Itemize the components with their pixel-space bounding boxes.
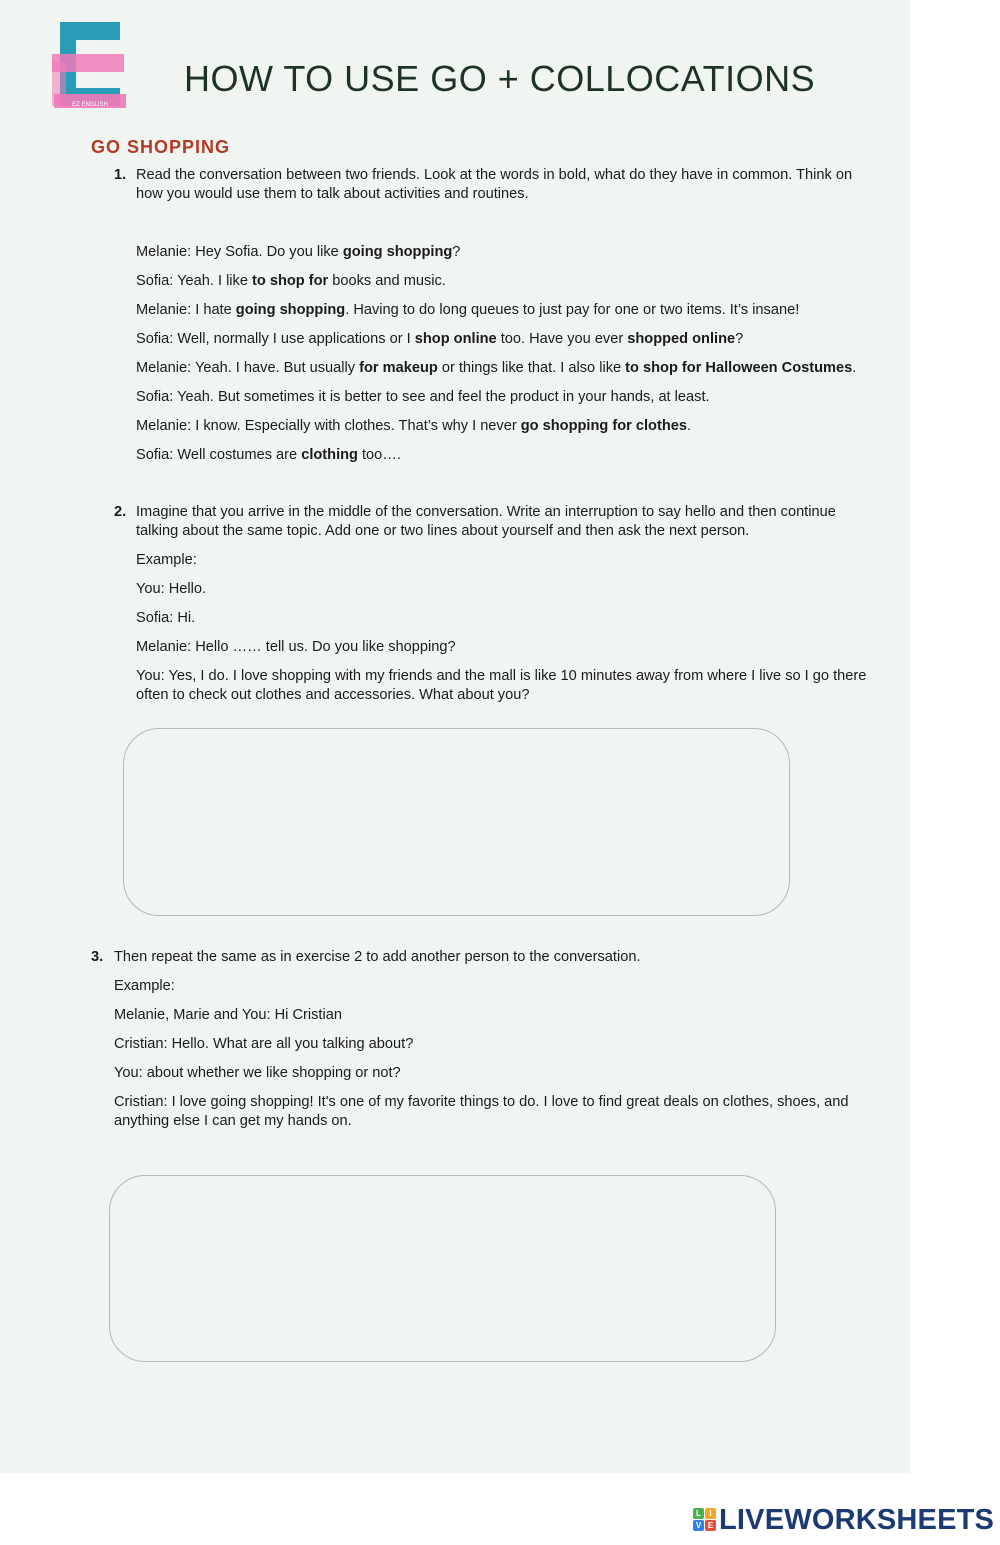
section-title: GO SHOPPING [91,137,231,157]
brand-cubes-icon [693,1508,717,1532]
exercise-2-instruction-line1: Imagine that you arrive in the middle of the conversation. Write an interruption to say hello and then continue [136,504,836,520]
example-label: Example: [114,978,175,994]
ez-english-logo [50,18,126,110]
logo-text: EZ ENGLISH [72,102,108,108]
liveworksheets-brand [693,1505,994,1535]
exercise-1-number: 1. [114,167,127,183]
example-line: Melanie: Hello …… tell us. Do you like shopping? [136,639,456,655]
exercise-2-number: 2. [114,504,127,520]
exercise-3-instruction: Then repeat the same as in exercise 2 to add another person to the conversation. [114,949,641,965]
exercise-1-instruction-line1: Read the conversation between two friends. Look at the words in bold, what do they have in common. Think on [136,167,853,183]
dialogue-line: Melanie: I hate going shopping. Having to do long queues to just pay for one or two items. It’s insane! [136,302,800,318]
dialogue-line: Sofia: Well costumes are clothing too…. [136,447,401,463]
brand-cube: I [705,1508,716,1519]
dialogue-line: Sofia: Well, normally I use applications or I shop online too. Have you ever shopped online? [136,331,744,347]
exercise-2-instruction-line2: talking about the same topic. Add one or two lines about yourself and then ask the next person. [136,523,750,539]
dialogue-line: Melanie: I know. Especially with clothes. That’s why I never go shopping for clothes. [136,418,692,434]
example-line: Cristian: I love going shopping! It's one of my favorite things to do. I love to find great deals on clothes, shoes, and [114,1094,849,1110]
example-line: Cristian: Hello. What are all you talking about? [114,1036,414,1052]
example-line: You: Yes, I do. I love shopping with my friends and the mall is like 10 minutes away from where I live so I go there [136,668,867,684]
example-line: You: Hello. [136,581,207,597]
example-line: often to check out clothes and accessories. What about you? [136,687,530,703]
page-title: HOW TO USE GO + COLLOCATIONS [184,58,816,99]
example-line: Sofia: Hi. [136,610,196,626]
example-line: anything else I can get my hands on. [114,1113,352,1129]
exercise-1-instruction-line2: how you would use them to talk about activities and routines. [136,186,529,202]
example-label: Example: [136,552,197,568]
dialogue-line: Sofia: Yeah. I like to shop for books and music. [136,273,446,289]
dialogue-line: Melanie: Yeah. I have. But usually for makeup or things like that. I also like to shop for Halloween Costumes. [136,360,857,376]
brand-cube: L [693,1508,704,1519]
dialogue-line: Sofia: Yeah. But sometimes it is better to see and feel the product in your hands, at least. [136,389,710,405]
exercise-3-number: 3. [91,949,104,965]
example-line: You: about whether we like shopping or not? [114,1065,401,1081]
dialogue-line: Melanie: Hey Sofia. Do you like going shopping? [136,244,461,260]
example-line: Melanie, Marie and You: Hi Cristian [114,1007,342,1023]
exercise-3-answer-box[interactable] [109,1175,776,1362]
brand-cube: E [705,1520,716,1531]
brand-cube: V [693,1520,704,1531]
exercise-2-answer-box[interactable] [123,728,790,916]
brand-wordmark: LIVEWORKSHEETS [719,1503,995,1536]
